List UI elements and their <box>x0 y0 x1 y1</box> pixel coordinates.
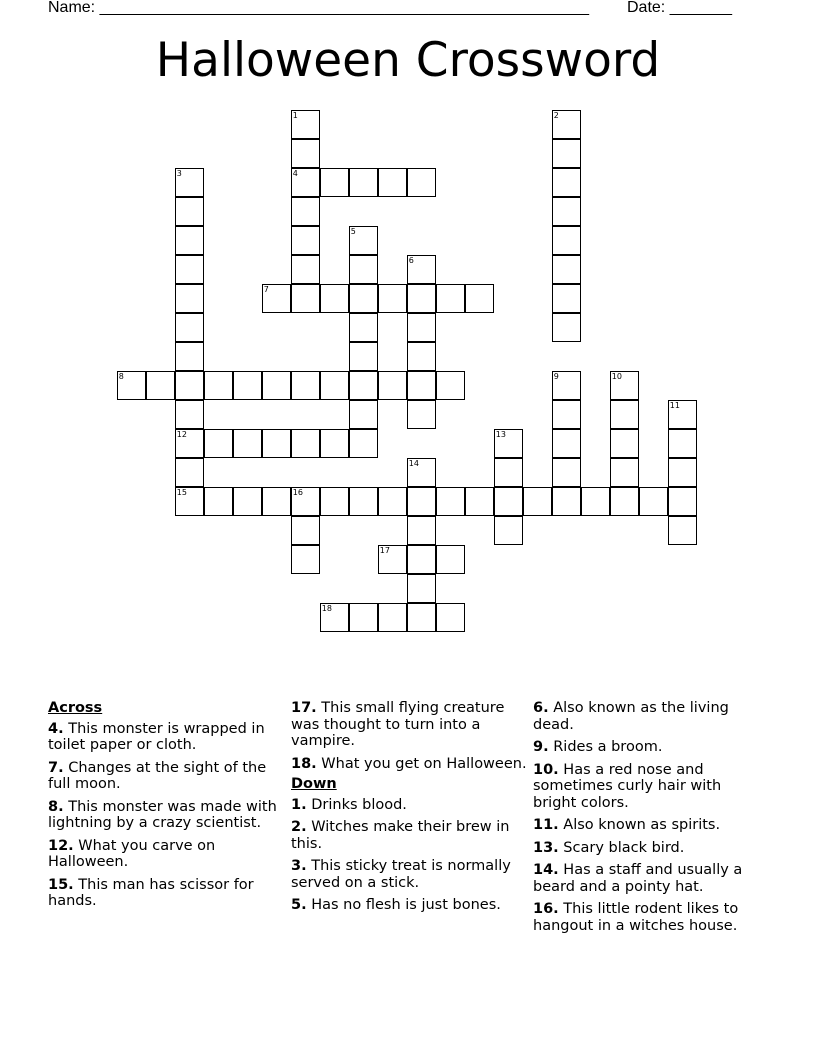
crossword-cell[interactable] <box>407 342 436 371</box>
crossword-cell[interactable] <box>175 487 204 516</box>
crossword-cell[interactable] <box>175 342 204 371</box>
crossword-cell[interactable] <box>436 487 465 516</box>
clue-item <box>291 797 527 814</box>
clue-text: Witches make their brew in this. <box>291 819 510 852</box>
crossword-cell[interactable] <box>407 255 436 284</box>
crossword-cell[interactable] <box>552 110 581 139</box>
clue-item <box>291 858 527 891</box>
crossword-cell[interactable] <box>378 371 407 400</box>
clue-number-label: 15. <box>48 876 74 893</box>
crossword-cell[interactable] <box>320 603 349 632</box>
crossword-cell[interactable] <box>349 371 378 400</box>
clue-number: 13 <box>495 430 506 440</box>
clue-number: 12 <box>176 430 187 440</box>
clue-text: This man has scissor for hands. <box>48 876 254 909</box>
clue-item <box>533 700 769 733</box>
clue-number-label: 8. <box>48 798 64 815</box>
crossword-cell[interactable] <box>668 429 697 458</box>
clue-text: Has a staff and usually a beard and a pointy hat. <box>533 862 743 895</box>
clue-number: 1 <box>292 111 298 121</box>
clue-text: This small flying creature was thought to turn into a vampire. <box>291 700 505 749</box>
clue-item <box>533 862 769 895</box>
crossword-cell[interactable] <box>291 110 320 139</box>
across-clue-list <box>48 721 278 910</box>
clue-text: This monster is wrapped in toilet paper or cloth. <box>48 720 265 753</box>
clue-number-label: 16. <box>533 901 559 917</box>
crossword-cell[interactable] <box>146 371 175 400</box>
clue-number-label: 1. <box>291 796 307 813</box>
crossword-cell[interactable] <box>175 429 204 458</box>
clue-item <box>533 762 769 812</box>
crossword-cell[interactable] <box>378 487 407 516</box>
clues-column-2 <box>291 700 527 920</box>
clue-number-label: 6. <box>533 700 549 716</box>
crossword-cell[interactable] <box>668 516 697 545</box>
clues-column-1 <box>48 700 278 916</box>
clue-item <box>48 877 278 910</box>
crossword-cell[interactable] <box>407 574 436 603</box>
clue-text: Rides a broom. <box>548 739 663 755</box>
crossword-cell[interactable] <box>581 487 610 516</box>
crossword-cell[interactable] <box>175 400 204 429</box>
across-clue-list-continued <box>291 700 527 772</box>
crossword-cell[interactable] <box>175 168 204 197</box>
crossword-cell[interactable] <box>494 516 523 545</box>
clue-item <box>533 840 769 857</box>
across-heading: Across <box>48 700 103 716</box>
crossword-cell[interactable] <box>378 284 407 313</box>
crossword-cell[interactable] <box>407 516 436 545</box>
name-field-line[interactable]: Name: _______________________________________________________ <box>48 0 589 16</box>
crossword-cell[interactable] <box>320 371 349 400</box>
clue-item <box>291 756 527 773</box>
crossword-cell[interactable] <box>320 487 349 516</box>
clue-item <box>533 901 769 934</box>
clue-item <box>48 760 278 793</box>
clue-text: Has a red nose and sometimes curly hair with bright colors. <box>533 761 722 811</box>
clue-number-label: 13. <box>533 839 559 856</box>
crossword-cell[interactable] <box>552 371 581 400</box>
crossword-cell[interactable] <box>407 487 436 516</box>
crossword-cell[interactable] <box>407 168 436 197</box>
clue-item <box>291 897 527 914</box>
date-field-line[interactable]: Date: _______ <box>627 0 732 16</box>
crossword-cell[interactable] <box>407 603 436 632</box>
clue-number: 3 <box>176 169 182 179</box>
crossword-cell[interactable] <box>291 168 320 197</box>
crossword-cell[interactable] <box>262 487 291 516</box>
crossword-cell[interactable] <box>552 284 581 313</box>
clue-text: Changes at the sight of the full moon. <box>48 759 267 792</box>
crossword-cell[interactable] <box>552 226 581 255</box>
crossword-cell[interactable] <box>668 458 697 487</box>
clue-text: What you carve on Halloween. <box>48 837 216 870</box>
clue-text: This little rodent likes to hangout in a witches house. <box>533 901 739 934</box>
crossword-cell[interactable] <box>175 371 204 400</box>
down-clue-list <box>291 797 527 914</box>
crossword-cell[interactable] <box>668 400 697 429</box>
crossword-cell[interactable] <box>349 284 378 313</box>
crossword-cell[interactable] <box>262 371 291 400</box>
crossword-cell[interactable] <box>349 255 378 284</box>
crossword-cell[interactable] <box>117 371 146 400</box>
clue-item <box>291 819 527 852</box>
crossword-cell[interactable] <box>523 487 552 516</box>
crossword-cell[interactable] <box>291 371 320 400</box>
crossword-cell[interactable] <box>552 458 581 487</box>
crossword-cell[interactable] <box>610 371 639 400</box>
crossword-cell[interactable] <box>407 400 436 429</box>
crossword-cell[interactable] <box>378 603 407 632</box>
crossword-cell[interactable] <box>378 168 407 197</box>
crossword-cell[interactable] <box>175 284 204 313</box>
clue-text: Scary black bird. <box>558 839 685 856</box>
crossword-cell[interactable] <box>552 313 581 342</box>
crossword-cell[interactable] <box>610 487 639 516</box>
down-clue-list-continued <box>533 700 769 934</box>
clue-number-label: 17. <box>291 700 317 716</box>
clue-number: 15 <box>176 488 187 498</box>
crossword-cell[interactable] <box>175 313 204 342</box>
crossword-cell[interactable] <box>407 545 436 574</box>
crossword-cell[interactable] <box>436 545 465 574</box>
crossword-cell[interactable] <box>349 168 378 197</box>
clue-text: This monster was made with lightning by a crazy scientist. <box>48 798 277 831</box>
clue-item <box>48 838 278 871</box>
crossword-cell[interactable] <box>291 284 320 313</box>
clue-number: 16 <box>292 488 303 498</box>
clue-number-label: 14. <box>533 862 559 878</box>
down-heading: Down <box>291 776 337 792</box>
clue-text: Also known as spirits. <box>558 817 721 833</box>
clue-item <box>533 739 769 756</box>
crossword-cell[interactable] <box>407 458 436 487</box>
crossword-cell[interactable] <box>552 429 581 458</box>
clue-number: 8 <box>118 372 124 382</box>
clue-number-label: 12. <box>48 837 74 854</box>
crossword-cell[interactable] <box>233 371 262 400</box>
crossword-cell[interactable] <box>552 400 581 429</box>
clue-number: 2 <box>553 111 559 121</box>
clue-text: Has no flesh is just bones. <box>306 897 501 913</box>
clue-number: 17 <box>379 546 390 556</box>
crossword-cell[interactable] <box>233 429 262 458</box>
clue-number: 14 <box>408 459 419 469</box>
crossword-cell[interactable] <box>291 226 320 255</box>
crossword-cell[interactable] <box>204 371 233 400</box>
crossword-cell[interactable] <box>349 342 378 371</box>
crossword-cell[interactable] <box>552 255 581 284</box>
crossword-cell[interactable] <box>494 487 523 516</box>
crossword-cell[interactable] <box>349 603 378 632</box>
crossword-cell[interactable] <box>378 545 407 574</box>
clue-number: 11 <box>669 401 680 411</box>
crossword-cell[interactable] <box>349 400 378 429</box>
crossword-cell[interactable] <box>436 603 465 632</box>
clue-text: Also known as the living dead. <box>533 700 729 733</box>
crossword-cell[interactable] <box>291 255 320 284</box>
clue-item <box>291 700 527 750</box>
crossword-cell[interactable] <box>552 487 581 516</box>
crossword-cell[interactable] <box>349 487 378 516</box>
crossword-cell[interactable] <box>233 487 262 516</box>
clues-column-3 <box>533 700 769 940</box>
crossword-cell[interactable] <box>291 545 320 574</box>
clue-number-label: 10. <box>533 761 559 778</box>
crossword-cell[interactable] <box>204 487 233 516</box>
clue-text: This sticky treat is normally served on a stick. <box>291 858 511 891</box>
crossword-cell[interactable] <box>204 429 233 458</box>
crossword-cell[interactable] <box>436 371 465 400</box>
clue-number: 18 <box>321 604 332 614</box>
crossword-cell[interactable] <box>465 487 494 516</box>
crossword-cell[interactable] <box>175 255 204 284</box>
crossword-cell[interactable] <box>407 284 436 313</box>
clue-number-label: 11. <box>533 817 559 833</box>
clue-number-label: 5. <box>291 897 307 913</box>
clue-number: 10 <box>611 372 622 382</box>
crossword-cell[interactable] <box>494 458 523 487</box>
clue-text: What you get on Halloween. <box>316 755 527 772</box>
crossword-cell[interactable] <box>668 487 697 516</box>
clue-number-label: 3. <box>291 858 307 874</box>
clue-number-label: 18. <box>291 755 317 772</box>
crossword-cell[interactable] <box>291 197 320 226</box>
clue-number-label: 2. <box>291 819 307 835</box>
clue-number: 6 <box>408 256 414 266</box>
clue-number-label: 9. <box>533 739 549 755</box>
crossword-cell[interactable] <box>262 284 291 313</box>
crossword-cell[interactable] <box>552 197 581 226</box>
crossword-cell[interactable] <box>349 226 378 255</box>
crossword-cell[interactable] <box>320 429 349 458</box>
crossword-cell[interactable] <box>291 139 320 168</box>
clue-item <box>48 721 278 754</box>
clue-item <box>533 817 769 834</box>
crossword-cell[interactable] <box>349 429 378 458</box>
crossword-cell[interactable] <box>349 313 378 342</box>
clue-number: 7 <box>263 285 269 295</box>
crossword-cell[interactable] <box>552 139 581 168</box>
clue-text: Drinks blood. <box>306 796 407 813</box>
crossword-cell[interactable] <box>291 487 320 516</box>
crossword-cell[interactable] <box>407 371 436 400</box>
clue-number: 9 <box>553 372 559 382</box>
crossword-cell[interactable] <box>175 226 204 255</box>
crossword-cell[interactable] <box>262 429 291 458</box>
page-title: Halloween Crossword <box>155 33 661 88</box>
crossword-cell[interactable] <box>175 458 204 487</box>
clue-number: 5 <box>350 227 356 237</box>
crossword-cell[interactable] <box>175 197 204 226</box>
clue-number-label: 4. <box>48 720 64 737</box>
crossword-cell[interactable] <box>610 400 639 429</box>
crossword-cell[interactable] <box>465 284 494 313</box>
crossword-cell[interactable] <box>320 168 349 197</box>
crossword-cell[interactable] <box>552 168 581 197</box>
crossword-cell[interactable] <box>407 313 436 342</box>
crossword-cell[interactable] <box>494 429 523 458</box>
crossword-cell[interactable] <box>639 487 668 516</box>
crossword-cell[interactable] <box>610 458 639 487</box>
crossword-cell[interactable] <box>320 284 349 313</box>
crossword-cell[interactable] <box>291 516 320 545</box>
crossword-cell[interactable] <box>610 429 639 458</box>
clue-item <box>48 799 278 832</box>
clue-number: 4 <box>292 169 298 179</box>
crossword-cell[interactable] <box>436 284 465 313</box>
crossword-cell[interactable] <box>291 429 320 458</box>
clue-number-label: 7. <box>48 759 64 776</box>
